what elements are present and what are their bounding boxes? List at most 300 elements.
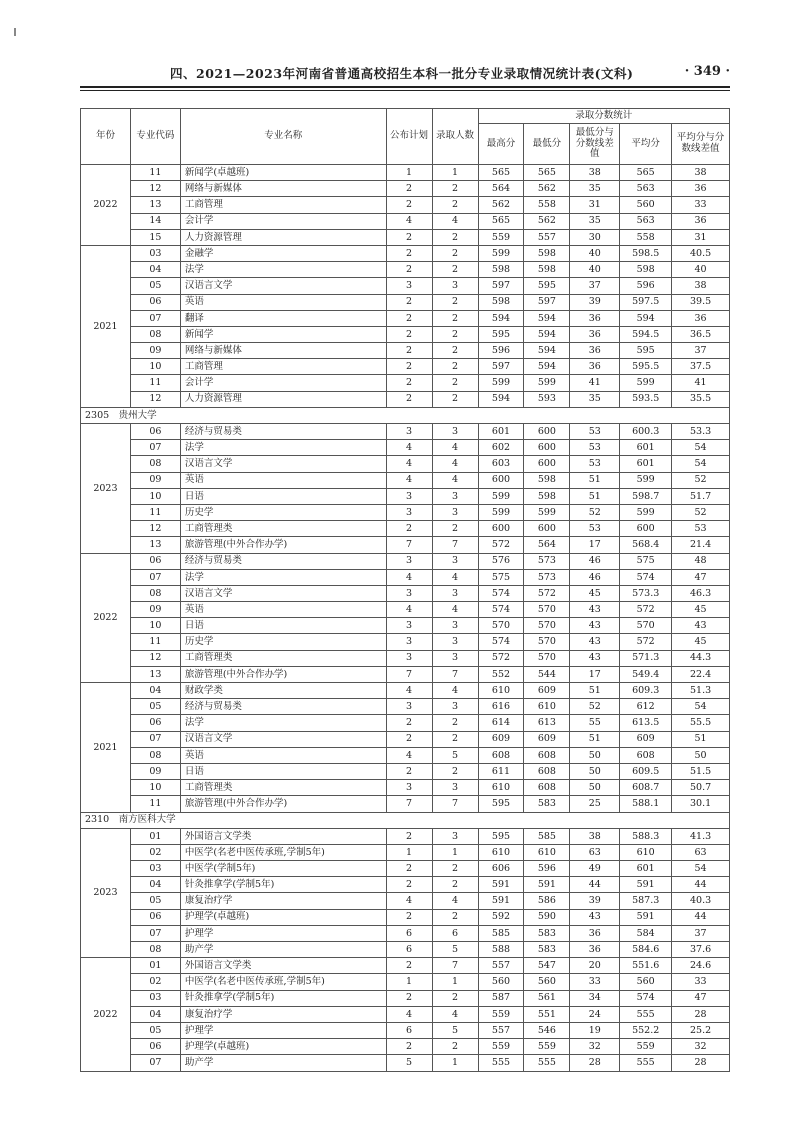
min-cell: 583 (524, 796, 570, 812)
plan-cell: 3 (386, 618, 432, 634)
avg-cell: 552.2 (620, 1022, 672, 1038)
avg-cell: 572 (620, 634, 672, 650)
avg-cell: 600 (620, 521, 672, 537)
max-cell: 595 (478, 796, 524, 812)
code-cell: 12 (130, 181, 180, 197)
plan-cell: 3 (386, 504, 432, 520)
avg-diff-cell: 35.5 (672, 391, 730, 407)
min-cell: 573 (524, 553, 570, 569)
max-cell: 574 (478, 634, 524, 650)
year-cell: 2022 (81, 165, 131, 246)
avg-cell: 598 (620, 262, 672, 278)
min-cell: 555 (524, 1055, 570, 1071)
table-row (81, 650, 730, 666)
plan-cell: 5 (386, 1055, 432, 1071)
min-diff-cell: 17 (570, 537, 620, 553)
min-cell: 583 (524, 925, 570, 941)
avg-cell: 609.3 (620, 683, 672, 699)
plan-cell: 2 (386, 245, 432, 261)
min-cell: 600 (524, 440, 570, 456)
header-rule-thick (80, 86, 730, 88)
code-cell: 07 (130, 310, 180, 326)
min-cell: 600 (524, 521, 570, 537)
avg-cell: 588.1 (620, 796, 672, 812)
name-cell: 外国语言文学类 (180, 958, 386, 974)
code-cell: 08 (130, 747, 180, 763)
avg-diff-cell: 54 (672, 699, 730, 715)
col-max: 最高分 (478, 124, 524, 165)
admitted-cell: 7 (432, 666, 478, 682)
name-cell: 工商管理类 (180, 521, 386, 537)
min-diff-cell: 31 (570, 197, 620, 213)
avg-diff-cell: 44.3 (672, 650, 730, 666)
table-row (81, 1022, 730, 1038)
min-cell: 598 (524, 472, 570, 488)
table-row (81, 844, 730, 860)
max-cell: 559 (478, 229, 524, 245)
name-cell: 日语 (180, 488, 386, 504)
min-diff-cell: 43 (570, 909, 620, 925)
plan-cell: 4 (386, 472, 432, 488)
min-diff-cell: 36 (570, 326, 620, 342)
page-header (80, 62, 730, 84)
avg-cell: 563 (620, 213, 672, 229)
min-cell: 610 (524, 699, 570, 715)
admitted-cell: 4 (432, 213, 478, 229)
max-cell: 591 (478, 893, 524, 909)
plan-cell: 7 (386, 666, 432, 682)
table-row (81, 699, 730, 715)
table-body (81, 165, 730, 1072)
code-cell: 11 (130, 504, 180, 520)
col-name: 专业名称 (180, 109, 386, 165)
min-cell: 557 (524, 229, 570, 245)
scan-edge-mark (14, 28, 16, 36)
table-row (81, 1006, 730, 1022)
min-cell: 570 (524, 602, 570, 618)
min-cell: 608 (524, 780, 570, 796)
avg-cell: 597.5 (620, 294, 672, 310)
max-cell: 599 (478, 488, 524, 504)
min-diff-cell: 36 (570, 310, 620, 326)
min-cell: 594 (524, 343, 570, 359)
min-diff-cell: 44 (570, 877, 620, 893)
min-cell: 562 (524, 213, 570, 229)
min-diff-cell: 40 (570, 245, 620, 261)
code-cell: 07 (130, 731, 180, 747)
max-cell: 611 (478, 763, 524, 779)
code-cell: 07 (130, 569, 180, 585)
avg-cell: 549.4 (620, 666, 672, 682)
avg-diff-cell: 50.7 (672, 780, 730, 796)
code-cell: 06 (130, 553, 180, 569)
col-avg: 平均分 (620, 124, 672, 165)
name-cell: 人力资源管理 (180, 391, 386, 407)
table-row (81, 925, 730, 941)
plan-cell: 3 (386, 424, 432, 440)
plan-cell: 3 (386, 650, 432, 666)
min-cell: 570 (524, 634, 570, 650)
avg-diff-cell: 48 (672, 553, 730, 569)
code-cell: 06 (130, 1039, 180, 1055)
admitted-cell: 3 (432, 424, 478, 440)
plan-cell: 6 (386, 1022, 432, 1038)
min-diff-cell: 33 (570, 974, 620, 990)
name-cell: 针灸推拿学(学制5年) (180, 877, 386, 893)
max-cell: 596 (478, 343, 524, 359)
col-min-diff: 最低分与分数线差值 (570, 124, 620, 165)
min-diff-cell: 45 (570, 585, 620, 601)
table-row (81, 521, 730, 537)
min-cell: 591 (524, 877, 570, 893)
admitted-cell: 4 (432, 602, 478, 618)
name-cell: 经济与贸易类 (180, 553, 386, 569)
admission-table (80, 108, 730, 1072)
table-row (81, 796, 730, 812)
admitted-cell: 5 (432, 747, 478, 763)
name-cell: 工商管理类 (180, 780, 386, 796)
plan-cell: 2 (386, 343, 432, 359)
admitted-cell: 2 (432, 343, 478, 359)
col-plan: 公布计划 (386, 109, 432, 165)
min-cell: 551 (524, 1006, 570, 1022)
admitted-cell: 1 (432, 1055, 478, 1071)
admitted-cell: 2 (432, 359, 478, 375)
table-row (81, 165, 730, 181)
avg-diff-cell: 37 (672, 925, 730, 941)
code-cell: 06 (130, 715, 180, 731)
avg-diff-cell: 39.5 (672, 294, 730, 310)
max-cell: 565 (478, 165, 524, 181)
avg-cell: 598.7 (620, 488, 672, 504)
admitted-cell: 7 (432, 958, 478, 974)
name-cell: 旅游管理(中外合作办学) (180, 796, 386, 812)
table-row (81, 472, 730, 488)
table-row (81, 181, 730, 197)
avg-cell: 565 (620, 165, 672, 181)
plan-cell: 4 (386, 893, 432, 909)
table-row (81, 229, 730, 245)
code-cell: 12 (130, 521, 180, 537)
max-cell: 598 (478, 294, 524, 310)
max-cell: 559 (478, 1039, 524, 1055)
min-cell: 572 (524, 585, 570, 601)
min-diff-cell: 51 (570, 488, 620, 504)
institution-name: 2310 南方医科大学 (81, 812, 730, 828)
min-diff-cell: 19 (570, 1022, 620, 1038)
avg-diff-cell: 54 (672, 440, 730, 456)
avg-cell: 610 (620, 844, 672, 860)
code-cell: 09 (130, 763, 180, 779)
min-cell: 599 (524, 504, 570, 520)
code-cell: 08 (130, 456, 180, 472)
min-diff-cell: 51 (570, 731, 620, 747)
avg-diff-cell: 46.3 (672, 585, 730, 601)
max-cell: 603 (478, 456, 524, 472)
table-row (81, 262, 730, 278)
code-cell: 02 (130, 844, 180, 860)
code-cell: 08 (130, 326, 180, 342)
avg-cell: 575 (620, 553, 672, 569)
max-cell: 609 (478, 731, 524, 747)
avg-diff-cell: 25.2 (672, 1022, 730, 1038)
admitted-cell: 4 (432, 456, 478, 472)
code-cell: 08 (130, 585, 180, 601)
min-diff-cell: 39 (570, 294, 620, 310)
plan-cell: 4 (386, 569, 432, 585)
table-row (81, 1039, 730, 1055)
min-diff-cell: 52 (570, 699, 620, 715)
avg-diff-cell: 33 (672, 197, 730, 213)
admitted-cell: 3 (432, 634, 478, 650)
max-cell: 585 (478, 925, 524, 941)
col-avg-diff: 平均分与分数线差值 (672, 124, 730, 165)
avg-diff-cell: 36 (672, 213, 730, 229)
plan-cell: 3 (386, 553, 432, 569)
max-cell: 565 (478, 213, 524, 229)
max-cell: 595 (478, 828, 524, 844)
plan-cell: 7 (386, 537, 432, 553)
code-cell: 07 (130, 925, 180, 941)
max-cell: 588 (478, 942, 524, 958)
plan-cell: 4 (386, 1006, 432, 1022)
max-cell: 608 (478, 747, 524, 763)
max-cell: 599 (478, 375, 524, 391)
min-diff-cell: 28 (570, 1055, 620, 1071)
code-cell: 12 (130, 391, 180, 407)
table-row (81, 391, 730, 407)
plan-cell: 3 (386, 634, 432, 650)
max-cell: 576 (478, 553, 524, 569)
avg-cell: 574 (620, 990, 672, 1006)
avg-diff-cell: 51.5 (672, 763, 730, 779)
admitted-cell: 4 (432, 472, 478, 488)
min-cell: 570 (524, 618, 570, 634)
avg-cell: 594 (620, 310, 672, 326)
min-cell: 562 (524, 181, 570, 197)
table-row (81, 747, 730, 763)
admitted-cell: 2 (432, 181, 478, 197)
avg-diff-cell: 40.5 (672, 245, 730, 261)
avg-diff-cell: 44 (672, 877, 730, 893)
table-row (81, 504, 730, 520)
admitted-cell: 2 (432, 310, 478, 326)
max-cell: 594 (478, 310, 524, 326)
code-cell: 04 (130, 1006, 180, 1022)
table-row (81, 197, 730, 213)
avg-diff-cell: 51.3 (672, 683, 730, 699)
plan-cell: 2 (386, 181, 432, 197)
table-row (81, 488, 730, 504)
min-diff-cell: 55 (570, 715, 620, 731)
admitted-cell: 5 (432, 1022, 478, 1038)
code-cell: 09 (130, 602, 180, 618)
plan-cell: 2 (386, 828, 432, 844)
avg-cell: 608.7 (620, 780, 672, 796)
min-cell: 544 (524, 666, 570, 682)
name-cell: 法学 (180, 569, 386, 585)
max-cell: 572 (478, 650, 524, 666)
plan-cell: 4 (386, 440, 432, 456)
year-cell: 2022 (81, 958, 131, 1071)
avg-diff-cell: 54 (672, 456, 730, 472)
min-cell: 546 (524, 1022, 570, 1038)
table-row (81, 715, 730, 731)
plan-cell: 1 (386, 844, 432, 860)
admitted-cell: 4 (432, 569, 478, 585)
avg-cell: 568.4 (620, 537, 672, 553)
plan-cell: 4 (386, 456, 432, 472)
name-cell: 汉语言文学 (180, 456, 386, 472)
admitted-cell: 3 (432, 618, 478, 634)
plan-cell: 2 (386, 262, 432, 278)
code-cell: 11 (130, 796, 180, 812)
max-cell: 600 (478, 472, 524, 488)
min-diff-cell: 63 (570, 844, 620, 860)
max-cell: 597 (478, 359, 524, 375)
name-cell: 翻译 (180, 310, 386, 326)
min-cell: 558 (524, 197, 570, 213)
name-cell: 护理学 (180, 925, 386, 941)
avg-diff-cell: 51.7 (672, 488, 730, 504)
code-cell: 09 (130, 343, 180, 359)
code-cell: 10 (130, 359, 180, 375)
plan-cell: 1 (386, 974, 432, 990)
code-cell: 10 (130, 618, 180, 634)
plan-cell: 2 (386, 958, 432, 974)
admitted-cell: 3 (432, 504, 478, 520)
min-diff-cell: 50 (570, 747, 620, 763)
avg-diff-cell: 44 (672, 909, 730, 925)
max-cell: 595 (478, 326, 524, 342)
avg-cell: 571.3 (620, 650, 672, 666)
code-cell: 05 (130, 278, 180, 294)
avg-diff-cell: 41 (672, 375, 730, 391)
code-cell: 15 (130, 229, 180, 245)
admitted-cell: 6 (432, 925, 478, 941)
avg-diff-cell: 41.3 (672, 828, 730, 844)
avg-diff-cell: 51 (672, 731, 730, 747)
table-row (81, 310, 730, 326)
table-row (81, 893, 730, 909)
max-cell: 610 (478, 844, 524, 860)
min-diff-cell: 38 (570, 165, 620, 181)
code-cell: 11 (130, 165, 180, 181)
plan-cell: 7 (386, 796, 432, 812)
code-cell: 04 (130, 877, 180, 893)
min-cell: 600 (524, 456, 570, 472)
min-diff-cell: 30 (570, 229, 620, 245)
name-cell: 英语 (180, 472, 386, 488)
max-cell: 557 (478, 1022, 524, 1038)
table-row (81, 213, 730, 229)
code-cell: 01 (130, 828, 180, 844)
avg-diff-cell: 43 (672, 618, 730, 634)
plan-cell: 2 (386, 877, 432, 893)
plan-cell: 2 (386, 731, 432, 747)
name-cell: 英语 (180, 747, 386, 763)
avg-diff-cell: 38 (672, 278, 730, 294)
table-row (81, 909, 730, 925)
institution-row (81, 407, 730, 423)
max-cell: 572 (478, 537, 524, 553)
admitted-cell: 2 (432, 715, 478, 731)
avg-diff-cell: 28 (672, 1055, 730, 1071)
name-cell: 新闻学(卓越班) (180, 165, 386, 181)
avg-cell: 595.5 (620, 359, 672, 375)
admitted-cell: 2 (432, 763, 478, 779)
avg-diff-cell: 36 (672, 181, 730, 197)
name-cell: 中医学(学制5年) (180, 861, 386, 877)
admitted-cell: 1 (432, 844, 478, 860)
max-cell: 616 (478, 699, 524, 715)
avg-diff-cell: 63 (672, 844, 730, 860)
avg-cell: 594.5 (620, 326, 672, 342)
min-cell: 608 (524, 763, 570, 779)
avg-cell: 600.3 (620, 424, 672, 440)
admitted-cell: 2 (432, 229, 478, 245)
plan-cell: 2 (386, 375, 432, 391)
code-cell: 05 (130, 893, 180, 909)
admitted-cell: 4 (432, 1006, 478, 1022)
table-row (81, 359, 730, 375)
max-cell: 592 (478, 909, 524, 925)
plan-cell: 2 (386, 861, 432, 877)
avg-cell: 587.3 (620, 893, 672, 909)
max-cell: 570 (478, 618, 524, 634)
plan-cell: 3 (386, 780, 432, 796)
header-rule-thin (80, 90, 730, 91)
code-cell: 01 (130, 958, 180, 974)
code-cell: 06 (130, 294, 180, 310)
plan-cell: 4 (386, 213, 432, 229)
table-row (81, 683, 730, 699)
name-cell: 中医学(名老中医传承班,学制5年) (180, 844, 386, 860)
name-cell: 外国语言文学类 (180, 828, 386, 844)
name-cell: 护理学(卓越班) (180, 909, 386, 925)
name-cell: 助产学 (180, 1055, 386, 1071)
avg-diff-cell: 36.5 (672, 326, 730, 342)
table-row (81, 958, 730, 974)
avg-diff-cell: 47 (672, 569, 730, 585)
table-row (81, 278, 730, 294)
name-cell: 汉语言文学 (180, 731, 386, 747)
avg-diff-cell: 22.4 (672, 666, 730, 682)
max-cell: 599 (478, 245, 524, 261)
avg-cell: 588.3 (620, 828, 672, 844)
avg-diff-cell: 50 (672, 747, 730, 763)
code-cell: 12 (130, 650, 180, 666)
admitted-cell: 3 (432, 553, 478, 569)
admitted-cell: 2 (432, 294, 478, 310)
max-cell: 555 (478, 1055, 524, 1071)
admitted-cell: 5 (432, 942, 478, 958)
min-cell: 595 (524, 278, 570, 294)
table-row (81, 666, 730, 682)
min-diff-cell: 24 (570, 1006, 620, 1022)
code-cell: 04 (130, 262, 180, 278)
max-cell: 599 (478, 504, 524, 520)
max-cell: 574 (478, 585, 524, 601)
admitted-cell: 2 (432, 375, 478, 391)
name-cell: 英语 (180, 602, 386, 618)
max-cell: 552 (478, 666, 524, 682)
plan-cell: 6 (386, 925, 432, 941)
avg-diff-cell: 36 (672, 310, 730, 326)
avg-cell: 608 (620, 747, 672, 763)
admitted-cell: 3 (432, 488, 478, 504)
table-row (81, 828, 730, 844)
